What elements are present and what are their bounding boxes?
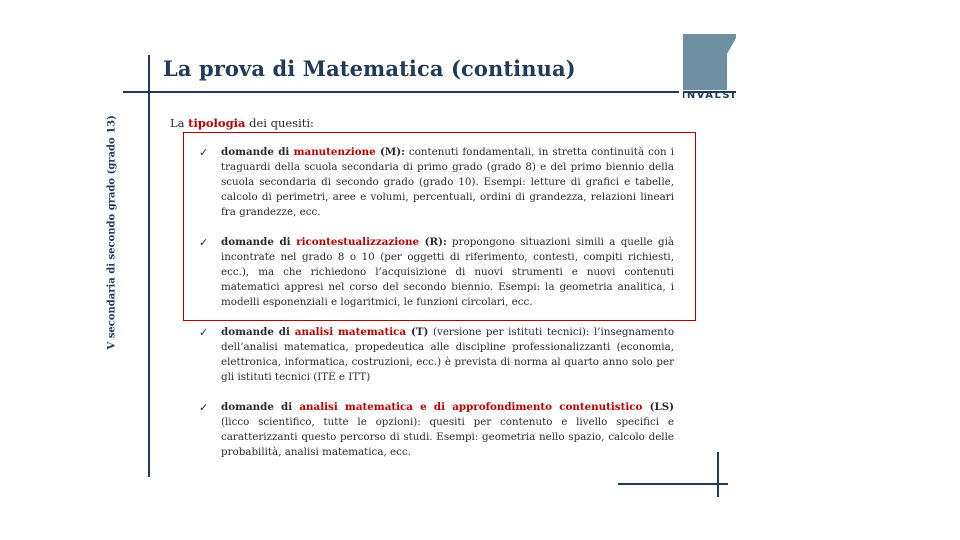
item-body: (versione per istituti tecnici): l’insegnamento dell’analisi matematica, propedeutica alle discipline professionalizzanti (economia, elettronica, informatica, costruzioni, ecc.) è prevista di norma al quarto anno solo per gli istituti tecnici (ITE e ITT) — [221, 326, 675, 383]
item-name: ricontestualizzazione — [296, 236, 420, 248]
item-code: (T) — [406, 326, 429, 338]
check-icon: ✓ — [199, 146, 209, 159]
intro-pre: La — [170, 116, 189, 130]
item-body: propongono situazioni simili a quelle già incontrate nel grado 8 o 10 (per oggetti di riferimento, contesti, compiti richiesti, ecc.), ma che richiedono l’acquisizione di nuovi strumenti e nuovi contenuti matematici appresi nel corso del secondo biennio. Esempi: la geometria analitica, i modelli esponenziali e logaritmici, le funzioni circolari, ecc. — [221, 236, 675, 308]
item-name: analisi matematica — [294, 326, 407, 338]
svg-text:INVALSI: INVALSI — [683, 90, 736, 99]
item-body: (licco scientifico, tutte le opzioni): quesiti per contenuto e livello specifici e caratterizzanti questo percorso di studi. Esempi: geometria nello spazio, calcolo delle probabilità, analisi matematica, ecc. — [221, 416, 674, 458]
item-lead: domande di — [221, 236, 297, 248]
list-item — [199, 325, 674, 385]
item-lead: domande di — [221, 326, 295, 338]
check-icon: ✓ — [199, 236, 209, 249]
item-lead: domande di — [221, 401, 300, 413]
check-icon: ✓ — [199, 401, 209, 414]
item-code: (LS) — [642, 401, 674, 413]
intro-post: dei quesiti: — [245, 116, 314, 130]
intro-line — [170, 116, 314, 130]
check-icon: ✓ — [199, 326, 209, 339]
bottom-cross-horizontal — [618, 483, 728, 485]
item-name: manutenzione — [293, 146, 376, 158]
sidebar-vertical-label: V secondaria di secondo grado (grado 13) — [106, 115, 118, 350]
item-code: (M): — [375, 146, 405, 158]
title-underline-rule — [123, 91, 679, 93]
item-body: contenuti fondamentali, in stretta continuità con i traguardi della scuola secondaria di primo grado (grado 8) e del primo biennio della scuola secondaria di secondo grado (grado 10). Esempi: letture di grafici e tabelle, calcolo di perimetri, aree e volumi, percentuali, ordini di grandezza, relazioni lineari fra grandezze, ecc. — [221, 146, 674, 218]
item-name: analisi matematica e di approfondimento contenutistico — [299, 401, 643, 413]
invalsi-logo — [683, 34, 736, 99]
item-code: (R): — [419, 236, 447, 248]
intro-highlight: tipologia — [188, 116, 246, 130]
list-item — [199, 400, 674, 460]
bottom-cross-vertical — [717, 452, 719, 497]
list-item — [199, 145, 674, 220]
item-lead: domande di — [221, 146, 294, 158]
list-item — [199, 235, 674, 310]
page-title: La prova di Matematica (continua) — [163, 56, 576, 81]
left-vertical-rule — [148, 55, 150, 477]
